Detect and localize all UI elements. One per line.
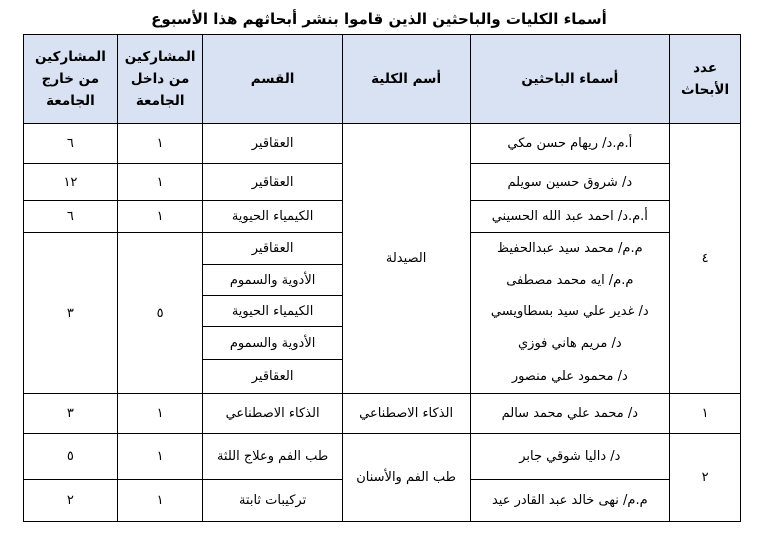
outside-cell: ٣	[24, 394, 118, 434]
researcher-cell: د/ مريم هاني فوزي	[470, 327, 670, 360]
inside-cell: ١	[117, 434, 203, 480]
inside-cell: ١	[117, 201, 203, 233]
college-cell: طب الفم والأسنان	[342, 434, 470, 522]
college-cell: الصيدلة	[342, 124, 470, 394]
inside-cell: ١	[117, 164, 203, 201]
researchers-table	[23, 34, 741, 522]
department-cell: الذكاء الاصطناعي	[203, 394, 342, 434]
header-college: أسم الكلية	[342, 35, 470, 124]
inside-cell: ١	[117, 480, 203, 522]
count-cell: ١	[670, 394, 741, 434]
outside-cell: ٥	[24, 434, 118, 480]
researcher-cell: م.م/ نهى خالد عبد القادر عيد	[470, 480, 670, 522]
department-cell: العقاقير	[203, 164, 342, 201]
department-cell: الكيمياء الحيوية	[203, 201, 342, 233]
outside-cell: ٦	[24, 201, 118, 233]
table-row	[24, 394, 741, 434]
department-cell: طب الفم وعلاج اللثة	[203, 434, 342, 480]
researcher-cell: م.م/ ايه محمد مصطفى	[470, 265, 670, 296]
count-cell: ٤	[670, 124, 741, 394]
researcher-cell: أ.م.د/ ريهام حسن مكي	[470, 124, 670, 164]
department-cell: العقاقير	[203, 124, 342, 164]
table-row	[24, 434, 741, 480]
researcher-cell: م.م/ محمد سيد عبدالحفيظ	[470, 233, 670, 265]
inside-cell: ٥	[117, 233, 203, 394]
count-cell: ٢	[670, 434, 741, 522]
header-count: عدد الأبحاث	[670, 35, 741, 124]
college-cell: الذكاء الاصطناعي	[342, 394, 470, 434]
header-row	[24, 35, 741, 124]
outside-cell: ٦	[24, 124, 118, 164]
department-cell: الأدوية والسموم	[203, 265, 342, 296]
researcher-cell: د/ شروق حسين سويلم	[470, 164, 670, 201]
department-cell: الكيمياء الحيوية	[203, 296, 342, 327]
outside-cell: ٣	[24, 233, 118, 394]
inside-cell: ١	[117, 394, 203, 434]
department-cell: تركيبات ثابتة	[203, 480, 342, 522]
department-cell: العقاقير	[203, 233, 342, 265]
header-researchers: أسماء الباحثين	[470, 35, 670, 124]
page-title: أسماء الكليات والباحثين الذين قاموا بنشر أبحاثهم هذا الأسبوع	[151, 10, 607, 28]
header-outside: المشاركين من خارج الجامعة	[24, 35, 118, 124]
researcher-cell: د/ محمد علي محمد سالم	[470, 394, 670, 434]
outside-cell: ١٢	[24, 164, 118, 201]
researcher-cell: د/ محمود علي منصور	[470, 360, 670, 394]
header-department: القسم	[203, 35, 342, 124]
table-row	[24, 124, 741, 164]
researcher-cell: د/ غدير علي سيد بسطاويسي	[470, 296, 670, 327]
header-inside: المشاركين من داخل الجامعة	[117, 35, 203, 124]
department-cell: الأدوية والسموم	[203, 327, 342, 360]
outside-cell: ٢	[24, 480, 118, 522]
researcher-cell: أ.م.د/ احمد عبد الله الحسيني	[470, 201, 670, 233]
department-cell: العقاقير	[203, 360, 342, 394]
inside-cell: ١	[117, 124, 203, 164]
researcher-cell: د/ داليا شوقي جابر	[470, 434, 670, 480]
